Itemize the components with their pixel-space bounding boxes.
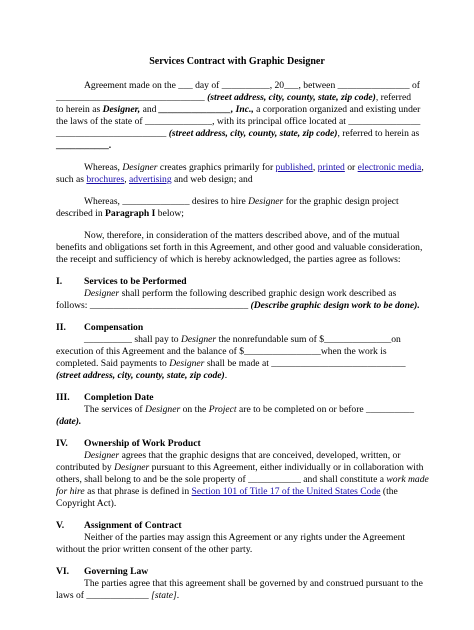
whereas-2-line-2 <box>56 208 184 220</box>
company-placeholder: _______________, Inc., <box>158 104 254 115</box>
section-6-line-2 <box>56 590 179 602</box>
section-1-heading: Services to be Performed <box>84 276 187 287</box>
section-text: . <box>224 370 228 381</box>
intro-text: _______________________________ <box>56 92 205 103</box>
address-placeholder: (street address, city, county, state, zip code) <box>166 128 338 139</box>
section-2-number: II. <box>56 322 66 333</box>
link-advertising[interactable]: advertising <box>129 174 172 185</box>
section-text: others, shall belong to and be the sole property of ___________ and shall constitute a <box>56 474 387 485</box>
now-line-3: the receipt and sufficiency of which is hereby acknowledged, the parties agree as follows: <box>56 254 401 265</box>
document-title: Services Contract with Graphic Designer <box>149 56 325 67</box>
section-2-line-1 <box>84 334 401 346</box>
designer-term: Designer <box>145 404 181 415</box>
section-text: agrees that the graphic designs that are conceived, developed, written, or <box>119 450 401 461</box>
section-5-heading: Assignment of Contract <box>84 520 182 531</box>
whereas-text: creates graphics primarily for <box>157 162 276 173</box>
section-text: laws of _____________ <box>56 590 152 601</box>
whereas-text: and web design; and <box>171 174 253 185</box>
address-placeholder: (street address, city, county, state, zip code) <box>204 92 376 103</box>
link-electronic-media[interactable]: electronic media <box>357 162 422 173</box>
whereas-text: such as <box>56 174 87 185</box>
section-5-line-2: without the prior written consent of the other party. <box>56 544 253 555</box>
section-5-line-1: Neither of the parties may assign this Agreement or any rights under the Agreement <box>84 532 406 543</box>
whereas-text: for the graphic design project <box>283 196 399 207</box>
whereas-text: Whereas, <box>84 162 123 173</box>
intro-line-1 <box>84 80 420 92</box>
designer-term: Designer <box>122 162 158 173</box>
intro-line-5 <box>56 128 419 140</box>
section-2-line-3 <box>56 358 406 370</box>
whereas-1-line-2 <box>56 174 253 186</box>
whereas-text: or <box>344 162 358 173</box>
intro-text: to herein as <box>56 104 103 115</box>
intro-text: , referred <box>375 92 412 103</box>
work-made-for-hire-term: for hire <box>56 486 85 497</box>
section-text: are to be completed on or before __________ <box>236 404 415 415</box>
state-placeholder: [state] <box>151 590 177 601</box>
whereas-text: Whereas, ______________ desires to hire <box>84 196 249 207</box>
address-placeholder: (street address, city, county, state, zip code) <box>56 370 225 381</box>
section-4-heading: Ownership of Work Product <box>84 438 201 449</box>
intro-text: _______________________ <box>56 128 167 139</box>
whereas-text: described in <box>56 208 106 219</box>
link-printed[interactable]: printed <box>317 162 345 173</box>
intro-text: ___________. <box>56 140 112 151</box>
project-term: Project <box>208 404 237 415</box>
section-text: completed. Said payments to <box>56 358 170 369</box>
work-description-placeholder: (Describe graphic design work to be done). <box>248 300 420 311</box>
intro-line-2 <box>56 92 411 104</box>
intro-line-4 <box>56 116 420 128</box>
link-copyright-code[interactable]: Section 101 of Title 17 of the United States Code <box>191 486 381 497</box>
section-6-number: VI. <box>56 566 70 577</box>
section-3-heading: Completion Date <box>84 392 154 403</box>
designer-term: Designer, <box>102 104 141 115</box>
intro-text: a corporation organized and existing under <box>253 104 421 115</box>
designer-term: Designer <box>169 358 205 369</box>
whereas-text: , <box>421 162 424 173</box>
intro-text: , referred to herein as <box>337 128 420 139</box>
designer-term: Designer <box>248 196 284 207</box>
whereas-1-line-1 <box>84 162 424 174</box>
section-3-line-2: (date). <box>56 416 82 427</box>
section-3-line-1 <box>84 404 414 416</box>
designer-term: Designer <box>84 288 120 299</box>
section-1-line-1 <box>84 288 396 300</box>
section-6-line-1: The parties agree that this agreement shall be governed by and construed pursuant to the <box>84 578 423 589</box>
section-text: as that phrase is defined in <box>84 486 192 497</box>
designer-term: Designer <box>114 462 150 473</box>
work-made-for-hire-term: work made <box>386 474 429 485</box>
section-text: The services of <box>84 404 146 415</box>
section-3-number: III. <box>56 392 70 403</box>
section-text: follows: _________________________________ <box>56 300 249 311</box>
section-6-heading: Governing Law <box>84 566 149 577</box>
section-1-line-2 <box>56 300 420 312</box>
now-line-2: benefits and obligations set forth in this Agreement, and other good and valuable consideration, <box>56 242 423 253</box>
section-text: shall be made at ____________________________ <box>204 358 406 369</box>
section-4-line-2 <box>56 462 423 474</box>
section-1-number: I. <box>56 276 63 287</box>
intro-text: the laws of the state of ______________, with its principal office located at _______________ <box>56 116 421 127</box>
section-2-heading: Compensation <box>84 322 144 333</box>
section-text: pursuant to this Agreement, either individually or in collaboration with <box>149 462 424 473</box>
whereas-text: below; <box>155 208 184 219</box>
section-4-line-3 <box>56 474 429 486</box>
section-4-number: IV. <box>56 438 68 449</box>
designer-term: Designer <box>84 450 120 461</box>
section-2-line-2: execution of this Agreement and the balance of $________________when the work is <box>56 346 387 357</box>
whereas-2-line-1 <box>84 196 399 208</box>
intro-line-3 <box>56 104 420 116</box>
section-4-line-1 <box>84 450 400 462</box>
section-text: the nonrefundable sum of $______________on <box>216 334 401 345</box>
intro-line-6 <box>56 140 111 152</box>
now-line-1: Now, therefore, in consideration of the matters described above, and of the mutual <box>84 230 400 241</box>
paragraph-reference: Paragraph I <box>105 208 156 219</box>
link-published[interactable]: published <box>275 162 313 173</box>
section-text: on the <box>180 404 209 415</box>
section-5-number: V. <box>56 520 65 531</box>
section-4-line-4 <box>56 486 398 498</box>
whereas-text: , <box>312 162 318 173</box>
designer-term: Designer <box>181 334 217 345</box>
whereas-text: , <box>124 174 129 185</box>
section-text: contributed by <box>56 462 115 473</box>
section-4-line-5: Copyright Act). <box>56 498 117 509</box>
link-brochures[interactable]: brochures <box>86 174 125 185</box>
section-text: . <box>176 590 180 601</box>
section-text: __________ shall pay to <box>84 334 181 345</box>
intro-text: Agreement made on the ___ day of __________, 20___, between _______________ of <box>84 80 420 91</box>
intro-text: and <box>140 104 159 115</box>
section-2-line-4 <box>56 370 227 382</box>
section-text: (the <box>380 486 398 497</box>
section-text: shall perform the following described graphic design work described as <box>119 288 397 299</box>
